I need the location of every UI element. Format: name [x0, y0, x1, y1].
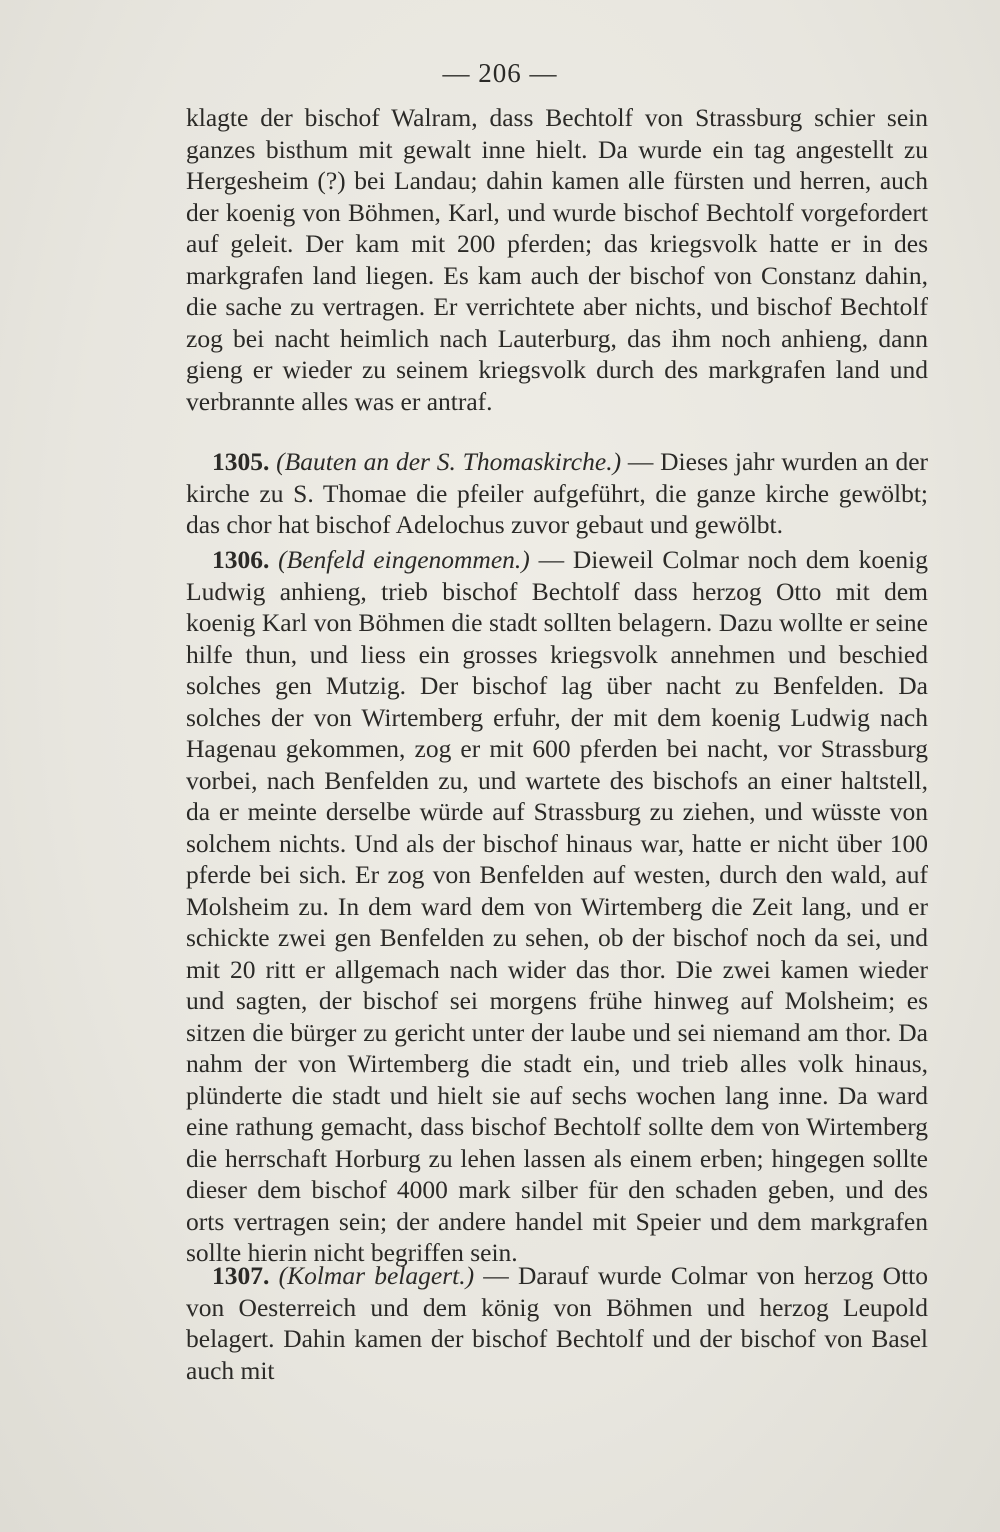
entry-title: (Bauten an der S. Thomaskirche.) [276, 447, 622, 476]
entry-year: 1307. [212, 1261, 270, 1290]
entry-paragraph [186, 446, 928, 541]
entry-1307 [186, 1260, 928, 1386]
entry-text: — Darauf wurde Colmar von herzog Otto von Oesterreich und dem könig von Böhmen und herzog Leupold belagert. Dahin kamen der bischof Bechtolf und der bischof von Basel auch mit [186, 1261, 928, 1385]
entry-paragraph [186, 1260, 928, 1386]
entry-1306 [186, 544, 928, 1269]
entry-year: 1306. [212, 545, 270, 574]
entry-text: — Dieses jahr wurden an der kirche zu S. Thomae die pfeiler aufgeführt, die ganze kirche gewölbt; das chor hat bischof Adelochus zuvor gebaut und gewölbt. [186, 447, 929, 539]
entry-1305 [186, 446, 928, 541]
entry-paragraph [186, 544, 928, 1269]
entry-year: 1305. [212, 447, 270, 476]
page-number: — 206 — [442, 58, 558, 88]
intro-paragraph [186, 102, 928, 417]
intro-text: klagte der bischof Walram, dass Bechtolf von Strassburg schier sein ganzes bisthum mit gewalt inne hielt. Da wurde ein tag angestellt zu Hergesheim (?) bei Landau; dahin kamen alle fürsten und herren, auch der koenig von Böhmen, Karl, und wurde bischof Bechtolf vorgefordert auf geleit. Der kam mit 200 pferden; das kriegsvolk hatte er in des markgrafen land liegen. Es kam auch der bischof von Constanz dahin, die sache zu vertragen. Er verrichtete aber nichts, und bischof Bechtolf zog bei nacht heimlich nach Lauterburg, das ihm noch anhieng, dann gieng er wieder zu seinem kriegsvolk durch des markgrafen land und verbrannte alles was er antraf. [186, 103, 928, 416]
entry-title: (Kolmar belagert.) [278, 1261, 475, 1290]
entry-title: (Benfeld eingenommen.) [278, 545, 530, 574]
entry-text: — Dieweil Colmar noch dem koenig Ludwig anhieng, trieb bischof Bechtolf dass herzog Otto mit dem koenig Karl von Böhmen die stadt sollten belagern. Dazu wollte er seine hilfe thun, und liess ein grosses kriegsvolk annehmen und beschied solches gen Mutzig. Der bischof lag über nacht zu Benfelden. Da solches der von Wirtemberg erfuhr, der mit dem koenig Ludwig nach Hagenau gekommen, zog er mit 600 pferden bei nacht, vor Strassburg vorbei, nach Benfelden zu, und wartete des bischofs an einer haltstell, da er meinte derselbe würde auf Strassburg zu ziehen, und wüsste von solchem nichts. Und als der bischof hinaus war, hatte er nicht über 100 pferde bei sich. Er zog von Benfelden auf westen, durch den wald, auf Molsheim zu. In dem ward dem von Wirtemberg die Zeit lang, und er schickte zwei gen Benfelden zu sehen, ob der bischof noch da sei, und mit 20 ritt er allgemach nach wider das thor. Die zwei kamen wieder und sagten, der bischof sei morgens frühe hinweg auf Molsheim; es sitzen die bürger zu gericht unter der laube und sei niemand am thor. Da nahm der von Wirtemberg die stadt ein, und trieb alles volk hinaus, plünderte die stadt und hielt sie auf sechs wochen lang inne. Da ward eine rathung gemacht, dass bischof Bechtolf sollte dem von Wirtemberg die herrschaft Horburg zu lehen lassen als einem erben; hingegen sollte dieser dem bischof 4000 mark silber für den schaden geben, und des orts vertragen sein; der andere handel mit Speier und dem markgrafen sollte hierin nicht begriffen sein. [186, 545, 928, 1267]
